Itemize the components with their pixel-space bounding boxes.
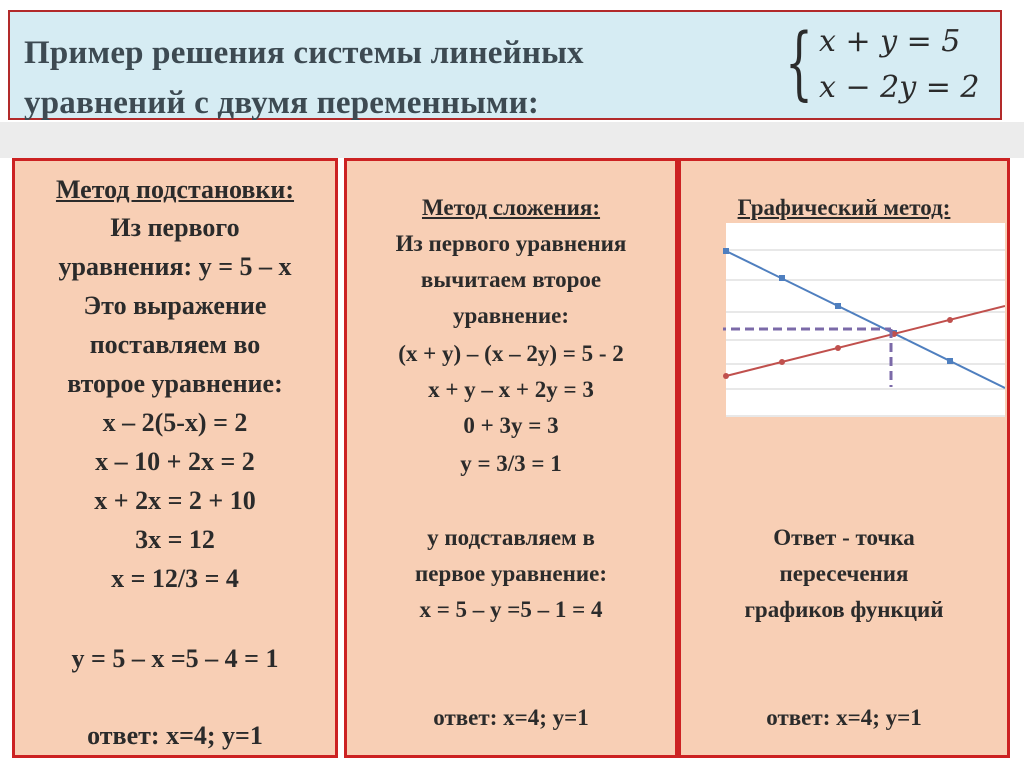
line-1-marker xyxy=(723,248,729,254)
equation-2: x − 2y = 2 xyxy=(819,70,980,105)
graphical-line: графиков функций xyxy=(744,597,944,622)
substitution-line: y = 5 – x =5 – 4 = 1 xyxy=(71,644,279,673)
substitution-line: x = 12/3 = 4 xyxy=(111,564,239,593)
line-2-marker xyxy=(723,373,729,379)
substitution-line: 3x = 12 xyxy=(135,525,215,554)
addition-line: x + y – x + 2y = 3 xyxy=(428,377,594,402)
line-2-marker xyxy=(779,359,785,365)
graphical-line: Ответ - точка xyxy=(773,525,915,550)
intersection-graph xyxy=(723,223,1005,417)
title-line-1: Пример решения системы линейных xyxy=(24,35,584,71)
addition-method-panel xyxy=(344,158,678,758)
addition-line: y подставляем в xyxy=(427,525,595,550)
substitution-line: уравнения: y = 5 – x xyxy=(58,252,292,281)
line-2-marker xyxy=(947,317,953,323)
title-line-2: уравнений с двумя переменными: xyxy=(24,85,540,121)
substitution-line: Из первого xyxy=(110,213,240,242)
addition-line: Из первого уравнения xyxy=(395,231,627,256)
substitution-method-panel xyxy=(12,158,338,758)
page-title xyxy=(24,28,584,128)
substitution-line: x + 2x = 2 + 10 xyxy=(94,486,256,515)
graphical-answer: ответ: x=4; y=1 xyxy=(766,705,922,730)
equation-system xyxy=(785,18,997,114)
separator-strip xyxy=(0,122,1024,158)
substitution-answer: ответ: x=4; y=1 xyxy=(87,721,263,750)
substitution-line: поставляем во xyxy=(89,330,261,359)
addition-line: x = 5 – y =5 – 1 = 4 xyxy=(419,597,603,622)
addition-line: первое уравнение: xyxy=(414,561,608,586)
addition-line: вычитаем второе xyxy=(420,267,602,292)
header-banner xyxy=(8,10,1002,120)
substitution-line: x – 2(5-x) = 2 xyxy=(102,408,248,437)
substitution-line: Это выражение xyxy=(83,291,267,320)
substitution-line: x – 10 + 2x = 2 xyxy=(95,447,255,476)
addition-answer: ответ: x=4; y=1 xyxy=(433,705,589,730)
system-brace: { xyxy=(785,16,813,109)
addition-line: (x + y) – (x – 2y) = 5 - 2 xyxy=(398,341,624,366)
substitution-line: второе уравнение: xyxy=(67,369,283,398)
addition-line: уравнение: xyxy=(452,303,570,328)
line-1-marker xyxy=(779,275,785,281)
addition-line: y = 3/3 = 1 xyxy=(460,451,562,476)
line-2-marker xyxy=(835,345,841,351)
line-1-marker xyxy=(835,303,841,309)
graphical-method-panel xyxy=(678,158,1010,758)
addition-heading: Метод сложения: xyxy=(421,195,601,220)
graphical-line: пересечения xyxy=(779,561,909,586)
addition-line: 0 + 3y = 3 xyxy=(463,413,559,438)
line-1-marker xyxy=(947,358,953,364)
equation-1: x + y = 5 xyxy=(819,24,961,59)
graphical-heading: Графический метод: xyxy=(737,195,951,220)
substitution-heading: Метод подстановки: xyxy=(55,175,295,204)
